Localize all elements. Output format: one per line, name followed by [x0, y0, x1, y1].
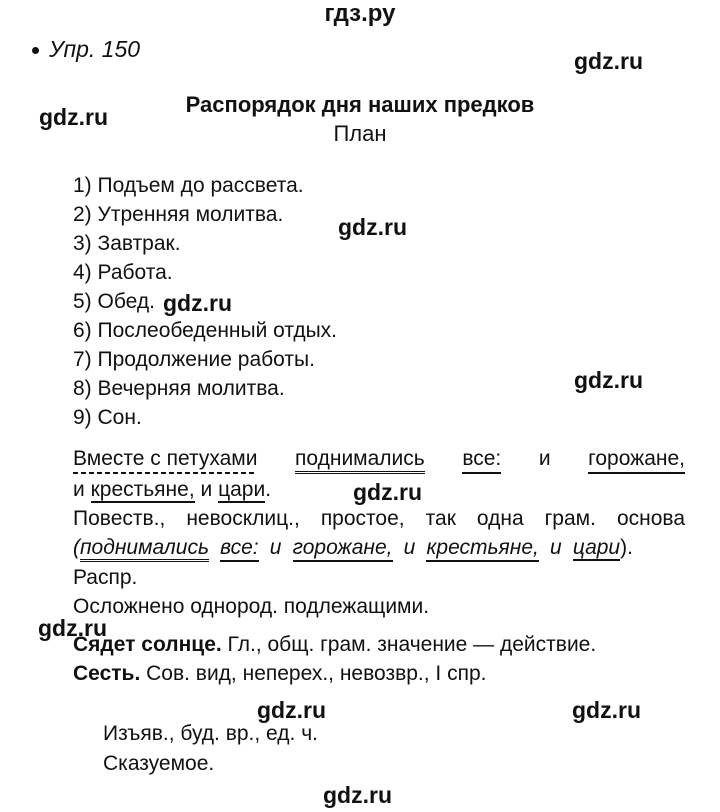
plan-item: 1) Подъем до рассвета. [73, 174, 304, 197]
exercise-text: Упр. 150 [49, 36, 141, 62]
sentence-word: . [265, 478, 272, 501]
sentence-word: и [538, 447, 551, 470]
watermark: gdz.ru [39, 104, 108, 130]
watermark: gdz.ru [353, 479, 422, 505]
analysis-line: Осложнено однород. подлежащими. [73, 595, 430, 618]
watermark: gdz.ru [38, 615, 107, 641]
plan-item: 2) Утренняя молитва. [73, 203, 284, 226]
plan-item: 3) Завтрак. [73, 232, 181, 255]
watermark: gdz.ru [338, 214, 407, 240]
watermark: gdz.ru [257, 697, 326, 723]
plan-item: 5) Обед. [73, 290, 155, 313]
plan-item: 8) Вечерняя молитва. [73, 377, 285, 400]
bullet-icon [32, 47, 39, 54]
plan-item: 9) Сон. [73, 406, 142, 429]
basis-word: и [269, 536, 282, 559]
morph-desc: Сов. вид, неперех., невозвр., I спр. [140, 662, 487, 685]
analysis-basis [73, 536, 633, 562]
subject: крестьяне, [90, 478, 195, 501]
morph-line [73, 633, 596, 657]
paren: ( [73, 536, 80, 559]
sentence-line-1 [73, 447, 685, 474]
subject: цари [572, 536, 621, 559]
watermark: gdz.ru [574, 367, 643, 393]
sentence-word: и [73, 478, 85, 501]
subject: горожане, [293, 536, 393, 562]
plan-item: 6) Послеобеденный отдых. [73, 319, 338, 342]
exercise-label [32, 36, 140, 63]
watermark: gdz.ru [572, 697, 641, 723]
morph-line: Сказуемое. [103, 752, 215, 775]
watermark: gdz.ru [163, 290, 232, 316]
site-header: гдз.ру [324, 0, 396, 27]
analysis-line: Распр. [73, 566, 138, 589]
watermark: gdz.ru [323, 782, 392, 808]
subject: все: [462, 447, 501, 474]
morph-term: Сесть. [73, 662, 141, 685]
page-subtitle: План [333, 121, 387, 146]
page-title: Распорядок дня наших предков [185, 92, 535, 117]
analysis-line: Повеств., невосклиц., простое, так одна грам. основа [73, 507, 685, 530]
morph-term: Сядет солнце. [73, 633, 222, 656]
subject: горожане, [588, 447, 685, 474]
sentence-word: Вместе с петухами [73, 447, 257, 474]
plan-item: 4) Работа. [73, 261, 173, 284]
watermark: gdz.ru [574, 48, 643, 74]
predicate: поднимались [295, 447, 425, 474]
subject: крестьяне, [426, 536, 538, 562]
basis-word: и [550, 536, 562, 559]
subject: все: [220, 536, 259, 562]
morph-line [73, 662, 486, 686]
sentence-word: и [200, 478, 213, 501]
subject: цари [218, 478, 266, 501]
morph-line: Изъяв., буд. вр., ед. ч. [103, 722, 318, 745]
predicate: поднимались [80, 536, 209, 562]
plan-item: 7) Продолжение работы. [73, 348, 315, 371]
basis-word: и [403, 536, 416, 559]
morph-desc: Гл., общ. грам. значение — действие. [221, 633, 597, 656]
paren: ). [620, 536, 633, 559]
sentence-line-2 [73, 478, 271, 502]
